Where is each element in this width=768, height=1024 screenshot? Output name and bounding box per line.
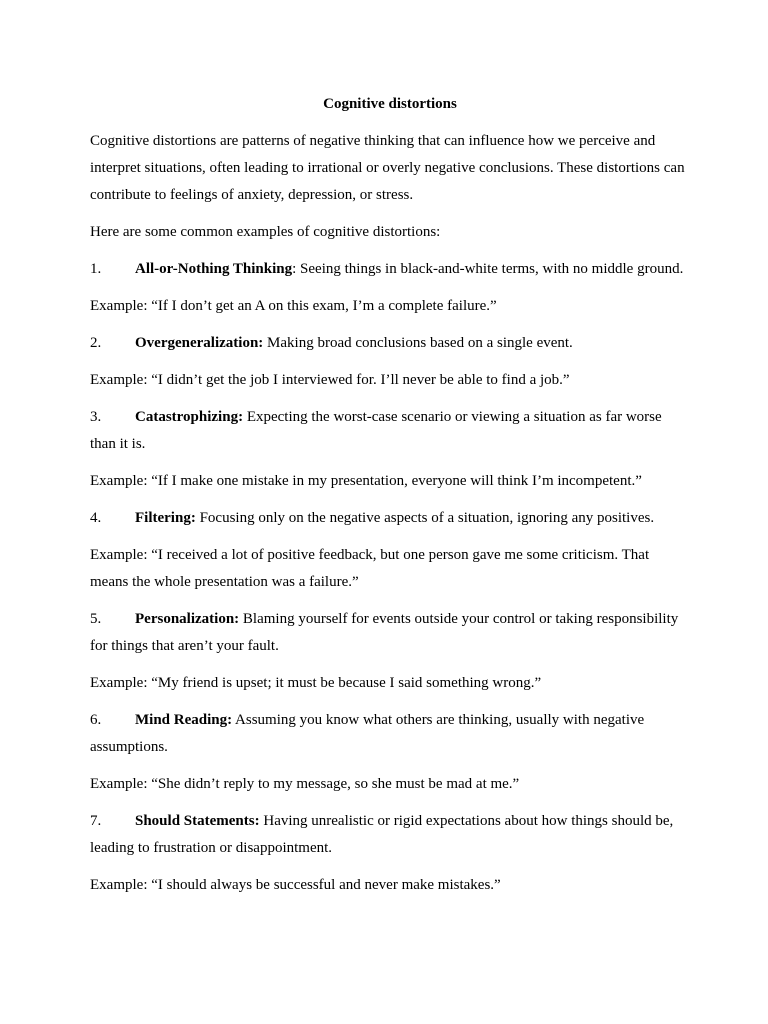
list-item-personalization — [90, 606, 690, 660]
document-title: Cognitive distortions — [323, 96, 457, 112]
list-item-should-statements — [90, 808, 690, 862]
list-item-example: Example: “If I make one mistake in my presentation, everyone will think I’m incompetent.” — [90, 473, 642, 489]
list-item-term: Personalization: — [135, 611, 240, 627]
list-item-number: 6. — [90, 712, 102, 728]
list-item-description: Making broad conclusions based on a single event. — [263, 335, 573, 351]
list-item-description: Focusing only on the negative aspects of a situation, ignoring any positives. — [195, 510, 655, 526]
list-item-description: : Seeing things in black-and-white terms, with no middle ground. — [292, 261, 684, 277]
lead-in-paragraph: Here are some common examples of cognitive distortions: — [90, 224, 441, 240]
list-item-term: Mind Reading: — [135, 712, 233, 728]
list-item-overgeneralization — [90, 330, 690, 357]
list-item-description: Having unrealistic or rigid expectations about how things should be, leading to frustration or disappointment. — [90, 813, 674, 856]
list-item-all-or-nothing — [90, 256, 690, 283]
intro-paragraph: Cognitive distortions are patterns of negative thinking that can influence how we perceive and interpret situations, often leading to irrational or overly negative conclusions. These distortions can contribute to feelings of anxiety, depression, or stress. — [90, 133, 685, 203]
list-item-example: Example: “My friend is upset; it must be because I said something wrong.” — [90, 675, 542, 691]
list-item-mind-reading — [90, 707, 690, 761]
list-item-term: Catastrophizing: — [135, 409, 244, 425]
list-item-term: All-or-Nothing Thinking — [135, 261, 293, 277]
list-item-number: 3. — [90, 409, 102, 425]
list-item-number: 2. — [90, 335, 102, 351]
list-item-example: Example: “She didn’t reply to my message, so she must be mad at me.” — [90, 776, 520, 792]
list-item-description: Expecting the worst-case scenario or viewing a situation as far worse than it is. — [90, 409, 662, 452]
list-item-number: 1. — [90, 261, 102, 277]
list-item-number: 4. — [90, 510, 102, 526]
list-item-example: Example: “I didn’t get the job I interviewed for. I’ll never be able to find a job.” — [90, 372, 570, 388]
list-item-term: Should Statements: — [135, 813, 260, 829]
list-item-filtering — [90, 505, 690, 532]
list-item-number: 5. — [90, 611, 102, 627]
list-item-term: Overgeneralization: — [135, 335, 264, 351]
list-item-description: Assuming you know what others are thinking, usually with negative assumptions. — [90, 712, 645, 755]
list-item-example: Example: “If I don’t get an A on this exam, I’m a complete failure.” — [90, 298, 497, 314]
list-item-term: Filtering: — [135, 510, 196, 526]
list-item-example: Example: “I should always be successful and never make mistakes.” — [90, 877, 501, 893]
list-item-catastrophizing — [90, 404, 690, 458]
document-body — [90, 91, 690, 909]
list-item-example: Example: “I received a lot of positive feedback, but one person gave me some criticism. That means the whole presentation was a failure.” — [90, 547, 650, 590]
list-item-number: 7. — [90, 813, 102, 829]
list-item-description: Blaming yourself for events outside your control or taking responsibility for things that aren’t your fault. — [90, 611, 679, 654]
